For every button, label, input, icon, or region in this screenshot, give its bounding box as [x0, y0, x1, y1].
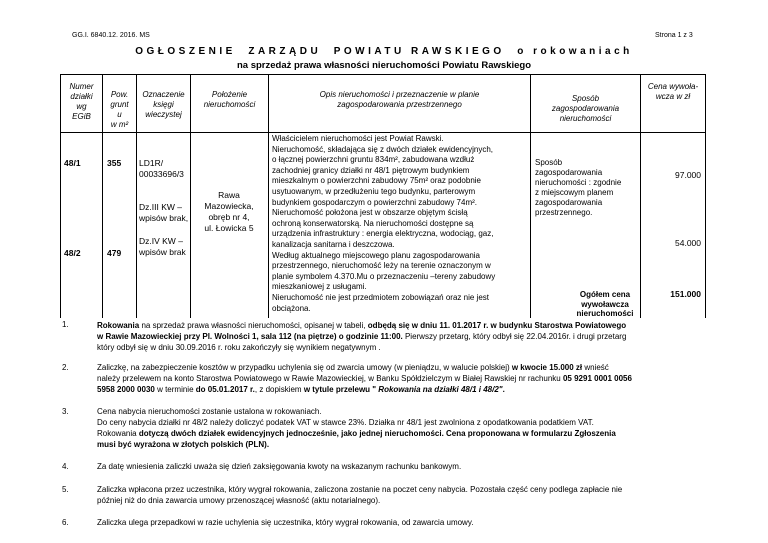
page-number: Strona 1 z 3	[655, 32, 693, 39]
list-item: Cena nabycia nieruchomości zostanie ustalona w rokowaniach. Do ceny nabycia działki nr 48/2 należy doliczyć podatek VAT w stawce 23%. Działka nr 48/1 jest zwolniona z opodatkowania podatkiem VAT. Rokowania dotyczą dwóch działek ewidencyjnych jednocześnie, jako jednej nieruchomości. Cena proponowana w formularzu Zgłoszenia musi być wyrażona w złotych polskich (PLN).	[97, 407, 616, 449]
announcement-title: OGŁOSZENIE ZARZĄDU POWIATU RAWSKIEGO o rokowaniach	[135, 46, 633, 57]
header-ksiega: Oznaczenie księgi wieczystej	[142, 90, 185, 119]
header-opis: Opis nieruchomości i przeznaczenie w planie zagospodarowania przestrzennego	[319, 90, 480, 109]
property-description: Właścicielem nieruchomości jest Powiat Rawski. Nieruchomość, składająca się z dwóch działek ewidencyjnych, o łącznej powierzchni gruntu 834m², zabudowana wzdłuż zachodniej granicy działki nr 48/1 piętrowym budynkiem mieszkalnym o powierzchni zabudowy 75m² oraz podobnie usytuowanym, w przedłużeniu tego budynku, parterowym budynkiem gospodarczym o powierzchni zabudowy 74m². Nieruchomość położona jest w obszarze objętym ścisłą ochroną konserwatorską. Na nieruchomości dostępne są urządzenia infrastruktury : energia elektryczna, wodociąg, gaz, kanalizacja sanitarna i deszczowa. Według aktualnego miejscowego planu zagospodarowania przestrzennego, nieruchomość leży na terenie oznaczonym w planie symbolem 4.370.Mu o przeznaczeniu –tereny zabudowy mieszkaniowej z usługami. Nieruchomość nie jest przedmiotem zobowiązań oraz nie jest obciążona.	[272, 134, 496, 313]
usage-method: Sposób zagospodarowania nieruchomości : zgodnie z miejscowym planem zagospodarowania przestrzennego.	[535, 158, 622, 217]
item-number: 6.	[62, 518, 69, 527]
item-number: 2.	[62, 363, 69, 372]
item-number: 3.	[62, 407, 69, 416]
item-number: 5.	[62, 485, 69, 494]
total-price-label: Ogółem cena wywoławcza nieruchomości	[576, 290, 634, 318]
header-sposob: Sposób zagospodarowania nieruchomości	[551, 94, 620, 123]
header-polozenie: Położenie nieruchomości	[203, 90, 256, 109]
item-number: 4.	[62, 462, 69, 471]
list-item: Zaliczka wpłacona przez uczestnika, który wygrał rokowania, zaliczona zostanie na poczet ceny nabycia. Pozostała część ceny podlega zapłacie nie później niż do dnia zawarcia umowy przenoszącej własność (aktu notarialnego).	[97, 485, 623, 505]
parcel-number: 48/1	[64, 158, 81, 168]
list-item: Zaliczka ulega przepadkowi w razie uchylenia się uczestnika, który wygrał rokowania, od zawarcia umowy.	[97, 518, 474, 527]
parcel-number: 48/2	[64, 248, 81, 258]
header-numer: Numer działki wg EGiB	[69, 82, 94, 121]
total-price-value: 151.000	[670, 289, 701, 299]
document-reference: GG.I. 6840.12. 2016. MS	[72, 32, 150, 39]
parcel-area: 355	[107, 158, 122, 168]
location-cell: Rawa Mazowiecka, obręb nr 4, ul. Łowicka 5	[204, 190, 254, 233]
list-item: Zaliczkę, na zabezpieczenie kosztów w przypadku uchylenia się od zwarcia umowy (w pieniądzu, w walucie polskiej) w kwocie 15.000 zł wnieść należy przelewem na konto Starostwa Powiatowego w Rawie Mazowieckiej, w Banku Spółdzielczym w Białej Rawskiej nr rachunku 05 9291 0001 0056 5958 2000 0030 w terminie do 05.01.2017 r., z dopiskiem w tytule przelewu " Rokowania na działki 48/1 i 48/2".	[97, 363, 632, 394]
header-cena: Cena wywoła- wcza w zł	[647, 82, 699, 101]
item-number: 1.	[62, 320, 69, 329]
announcement-subtitle: na sprzedaż prawa własności nieruchomości Powiatu Rawskiego	[236, 60, 532, 71]
land-register-numbers: LD1R/ 00033696/3 Dz.III KW – wpisów brak, Dz.IV KW – wpisów brak	[139, 158, 189, 257]
price-value: 97.000	[675, 170, 701, 180]
header-powierzchnia: Pow. grunt u w m²	[110, 90, 129, 129]
price-value: 54.000	[675, 238, 701, 248]
parcel-area: 479	[107, 248, 122, 258]
list-item: Rokowania na sprzedaż prawa własności nieruchomości, opisanej w tabeli, odbędą się w dniu 11. 01.2017 r. w budynku Starostwa Powiatowego w Rawie Mazowieckiej przy Pl. Wolności 1, sala 112 (na piętrze) o godzinie 11:00. Pierwszy przetarg, który odbył się 22.04.2016r. i drugi przetarg który odbył się w dniu 30.09.2016 r. roku zakończyły się wynikiem negatywnym .	[97, 321, 627, 352]
list-item: Za datę wniesienia zaliczki uważa się dzień zaksięgowania kwoty na wskazanym rachunku bankowym.	[97, 462, 462, 471]
